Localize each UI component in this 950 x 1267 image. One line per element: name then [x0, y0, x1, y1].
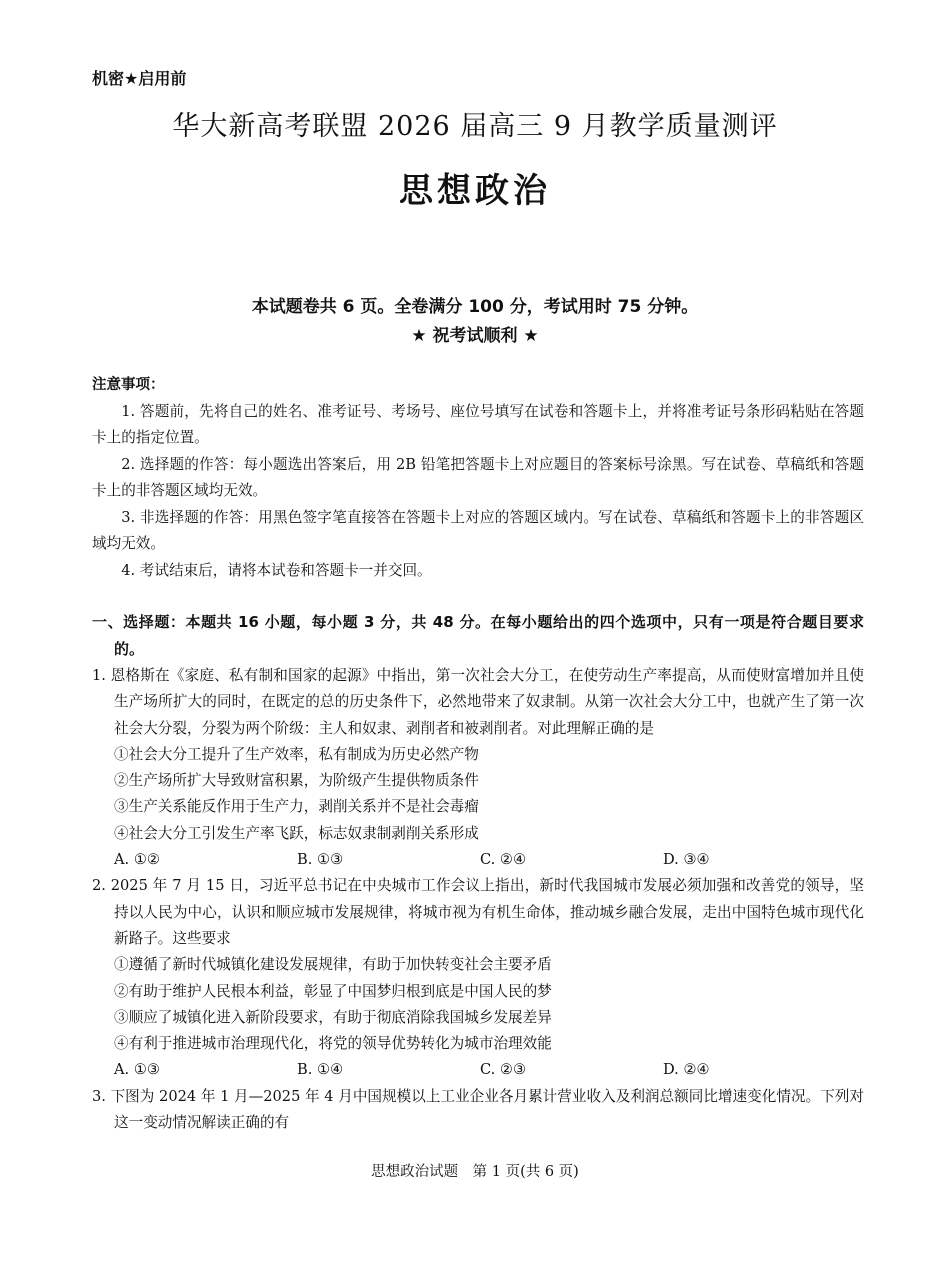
- statement-list: [92, 742, 864, 847]
- option-d: D. ②④: [663, 1061, 710, 1079]
- option-a: A. ①②: [114, 851, 160, 869]
- note-item: 3. 非选择题的作答：用黑色签字笔直接答在答题卡上对应的答题区域内。写在试卷、草稿纸和答题卡上的非答题区域均无效。: [92, 508, 864, 552]
- statement: ②有助于维护人民根本利益，彰显了中国梦归根到底是中国人民的梦: [114, 982, 552, 1000]
- option-a: A. ①③: [114, 1061, 160, 1079]
- question-3: [92, 1084, 864, 1137]
- statement: ③顺应了城镇化进入新阶段要求，有助于彻底消除我国城乡发展差异: [114, 1008, 552, 1026]
- exam-title: 华大新高考联盟 2026 届高三 9 月教学质量测评: [172, 111, 778, 142]
- question-stem: 1. 恩格斯在《家庭、私有制和国家的起源》中指出，第一次社会大分工，在使劳动生产率提高，从而使财富增加并且使生产场所扩大的同时，在既定的总的历史条件下，必然地带来了奴隶制。从第一次社会大分工中，也就产生了第一次社会大分裂，分裂为两个阶级：主人和奴隶、剥削者和被剥削者。对此理解正确的是: [92, 667, 864, 737]
- statement: ④社会大分工引发生产率飞跃，标志奴隶制剥削关系形成: [114, 824, 479, 842]
- questions-list: [92, 663, 864, 1136]
- notes-block: [92, 372, 864, 584]
- good-luck-line: ★ 祝考试顺利 ★: [411, 326, 539, 346]
- option-b: B. ①③: [297, 851, 344, 869]
- answer-options: [92, 847, 864, 873]
- statement-list: [92, 952, 864, 1057]
- statement: ③生产关系能反作用于生产力，剥削关系并不是社会毒瘤: [114, 798, 479, 816]
- exam-info: 本试题卷共 6 页。全卷满分 100 分，考试用时 75 分钟。: [251, 297, 699, 317]
- confidential-label: 机密★启用前: [92, 69, 187, 88]
- notes-title: 注意事项：: [92, 377, 165, 393]
- statement: ①社会大分工提升了生产效率，私有制成为历史必然产物: [114, 745, 479, 763]
- option-c: C. ②④: [480, 851, 527, 869]
- statement: ④有利于推进城市治理现代化，将党的领导优势转化为城市治理效能: [114, 1035, 552, 1053]
- note-item: 2. 选择题的作答：每小题选出答案后，用 2B 铅笔把答题卡上对应题目的答案标号涂黑。写在试卷、草稿纸和答题卡上的非答题区域均无效。: [92, 455, 864, 499]
- section-heading: 一、选择题：本题共 16 小题，每小题 3 分，共 48 分。在每小题给出的四个选项中，只有一项是符合题目要求的。: [92, 613, 864, 658]
- page-footer: 思想政治试题 第 1 页(共 6 页): [371, 1164, 579, 1180]
- question-stem: 2. 2025 年 7 月 15 日，习近平总书记在中央城市工作会议上指出，新时代我国城市发展必须加强和改善党的领导，坚持以人民为中心，认识和顺应城市发展规律，将城市视为有机生命体，推动城乡融合发展，走出中国特色城市现代化新路子。这些要求: [92, 877, 864, 947]
- question-1: [92, 663, 864, 873]
- option-c: C. ②③: [480, 1061, 527, 1079]
- option-d: D. ③④: [663, 851, 710, 869]
- note-item: 4. 考试结束后，请将本试卷和答题卡一并交回。: [121, 561, 432, 579]
- option-b: B. ①④: [297, 1061, 344, 1079]
- statement: ②生产场所扩大导致财富积累，为阶级产生提供物质条件: [114, 772, 479, 790]
- subject-title: 思想政治: [399, 171, 551, 211]
- question-2: [92, 873, 864, 1083]
- question-stem: 3. 下图为 2024 年 1 月—2025 年 4 月中国规模以上工业企业各月累计营业收入及利润总额同比增速变化情况。下列对这一变动情况解读正确的有: [92, 1087, 864, 1132]
- statement: ①遵循了新时代城镇化建设发展规律，有助于加快转变社会主要矛盾: [114, 956, 552, 974]
- answer-options: [92, 1057, 864, 1083]
- note-item: 1. 答题前，先将自己的姓名、准考证号、考场号、座位号填写在试卷和答题卡上，并将准考证号条形码粘贴在答题卡上的指定位置。: [92, 402, 864, 446]
